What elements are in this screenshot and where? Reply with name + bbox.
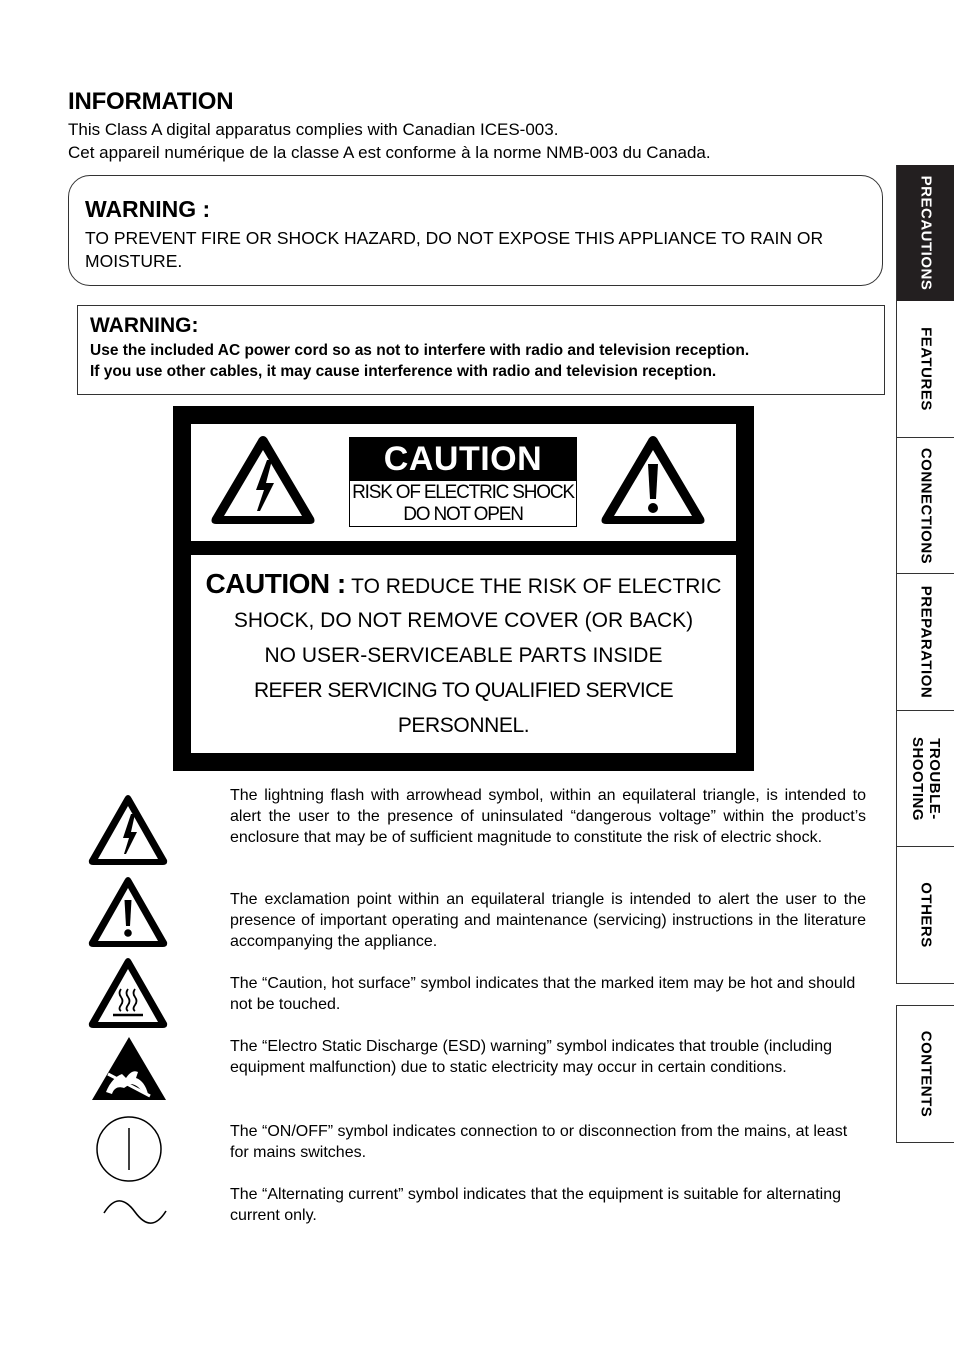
alternating-current-icon — [100, 1199, 170, 1225]
risk-of-shock-text: RISK OF ELECTRIC SHOCK — [352, 482, 574, 503]
caution-heading: CAUTION — [350, 438, 576, 481]
caution-text-line — [191, 569, 736, 602]
tab-label: OTHERS — [917, 882, 934, 948]
caution-word: CAUTION : — [205, 568, 346, 599]
tab-label: PRECAUTIONS — [917, 175, 934, 291]
caution-text-line: REFER SERVICING TO QUALIFIED SERVICE — [253, 679, 674, 702]
tab-precautions[interactable] — [896, 165, 954, 301]
hot-surface-icon — [86, 955, 170, 1031]
caution-text-line: NO USER-SERVICEABLE PARTS INSIDE — [264, 644, 663, 667]
tab-preparation[interactable] — [896, 574, 954, 711]
information-line-english: This Class A digital apparatus complies with Canadian ICES-003. — [68, 120, 559, 139]
tab-troubleshooting[interactable] — [896, 711, 954, 847]
symbol-description: The exclamation point within an equilateral triangle is intended to alert the user to the presence of important operating and maintenance (servicing) instructions in the literature accompanying the appliance. — [230, 891, 866, 950]
information-title: INFORMATION — [68, 88, 234, 115]
tab-label — [909, 736, 943, 820]
caution-line-rest: TO REDUCE THE RISK OF ELECTRIC — [345, 575, 722, 598]
do-not-open-text: DO NOT OPEN — [403, 504, 523, 525]
on-off-icon — [93, 1115, 165, 1183]
warning-line: Use the included AC power cord so as not to interfere with radio and television reception. — [90, 342, 750, 359]
lightning-triangle-icon — [207, 430, 319, 530]
symbol-description: The lightning flash with arrowhead symbol, within an equilateral triangle, is intended to alert the user to the presence of uninsulated “dangerous voltage” within the product’s enclosure that may be of sufficient magnitude to constitute the risk of electric shock. — [230, 787, 866, 846]
tab-label: CONNECTIONS — [917, 447, 934, 564]
warning-line: If you use other cables, it may cause interference with radio and television reception. — [90, 363, 717, 380]
symbol-description: The “Alternating current” symbol indicates that the equipment is suitable for alternating current only. — [230, 1186, 841, 1224]
tab-label-line: SHOOTING — [908, 736, 926, 821]
warning-text: TO PREVENT FIRE OR SHOCK HAZARD, DO NOT EXPOSE THIS APPLIANCE TO RAIN OR MOISTURE. — [85, 228, 824, 271]
caution-text-line: SHOCK, DO NOT REMOVE COVER (OR BACK) — [233, 609, 694, 632]
caution-label — [173, 406, 754, 771]
tab-contents[interactable] — [896, 1005, 954, 1143]
tab-label-line: TROUBLE- — [925, 737, 943, 820]
tab-label: FEATURES — [917, 327, 934, 411]
fire-shock-warning-box — [68, 175, 883, 286]
tab-connections[interactable] — [896, 438, 954, 574]
power-cord-warning-box — [77, 305, 885, 395]
warning-title: WARNING : — [85, 196, 211, 222]
symbol-description: The “ON/OFF” symbol indicates connection to or disconnection from the mains, at least for mains switches. — [230, 1123, 848, 1161]
esd-warning-icon — [90, 1034, 168, 1104]
symbol-description: The “Caution, hot surface” symbol indicates that the marked item may be hot and should not be touched. — [230, 975, 856, 1013]
tab-label: CONTENTS — [917, 1030, 934, 1118]
information-line-french: Cet appareil numérique de la classe A est conforme à la norme NMB-003 du Canada. — [68, 143, 711, 162]
caution-label-top-panel — [191, 424, 736, 541]
lightning-triangle-icon — [86, 792, 170, 868]
symbol-description: The “Electro Static Discharge (ESD) warning” symbol indicates that trouble (including equipment malfunction) due to static electricity may occur in certain conditions. — [230, 1038, 833, 1076]
tab-label: PREPARATION — [917, 585, 934, 699]
caution-label-bottom-panel — [191, 555, 736, 753]
tab-others[interactable] — [896, 847, 954, 984]
warning-title: WARNING: — [90, 314, 199, 337]
caution-text-line: PERSONNEL. — [397, 714, 530, 737]
tab-features[interactable] — [896, 301, 954, 438]
exclamation-triangle-icon — [597, 430, 709, 530]
caution-heading-box — [349, 437, 577, 527]
exclamation-triangle-icon — [86, 874, 170, 950]
